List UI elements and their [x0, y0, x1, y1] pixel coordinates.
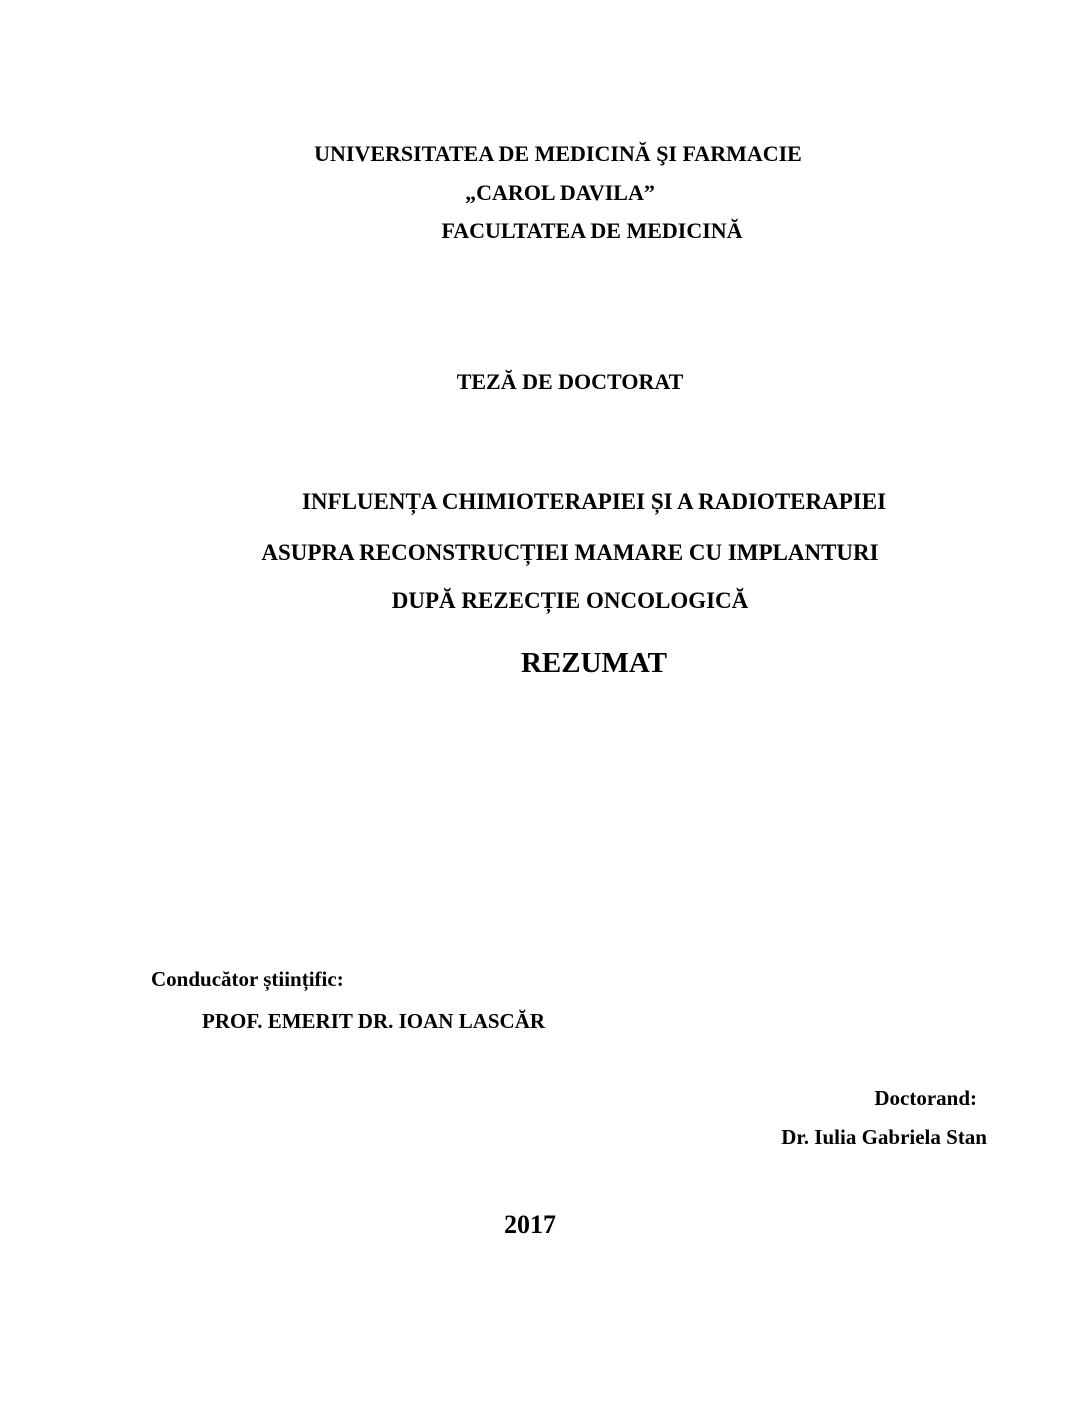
- institution-line-1: UNIVERSITATEA DE MEDICINĂ ŞI FARMACIE: [314, 141, 802, 166]
- summary-label: REZUMAT: [520, 647, 668, 679]
- thesis-title-line-3: DUPĂ REZECȚIE ONCOLOGICĂ: [391, 588, 749, 613]
- institution-line-2: „CAROL DAVILA”: [465, 180, 655, 205]
- supervisor-name: PROF. EMERIT DR. IOAN LASCĂR: [202, 1009, 546, 1033]
- year: 2017: [504, 1210, 556, 1239]
- supervisor-label: Conducător științific:: [151, 967, 344, 991]
- candidate-label: Doctorand:: [874, 1086, 977, 1110]
- document-type: TEZĂ DE DOCTORAT: [456, 369, 684, 394]
- institution-line-3: FACULTATEA DE MEDICINĂ: [441, 218, 743, 243]
- thesis-title-line-2: ASUPRA RECONSTRUCȚIEI MAMARE CU IMPLANTURI: [261, 540, 879, 565]
- candidate-name: Dr. Iulia Gabriela Stan: [781, 1125, 987, 1149]
- thesis-title-line-1: INFLUENȚA CHIMIOTERAPIEI ȘI A RADIOTERAPIEI: [301, 489, 887, 514]
